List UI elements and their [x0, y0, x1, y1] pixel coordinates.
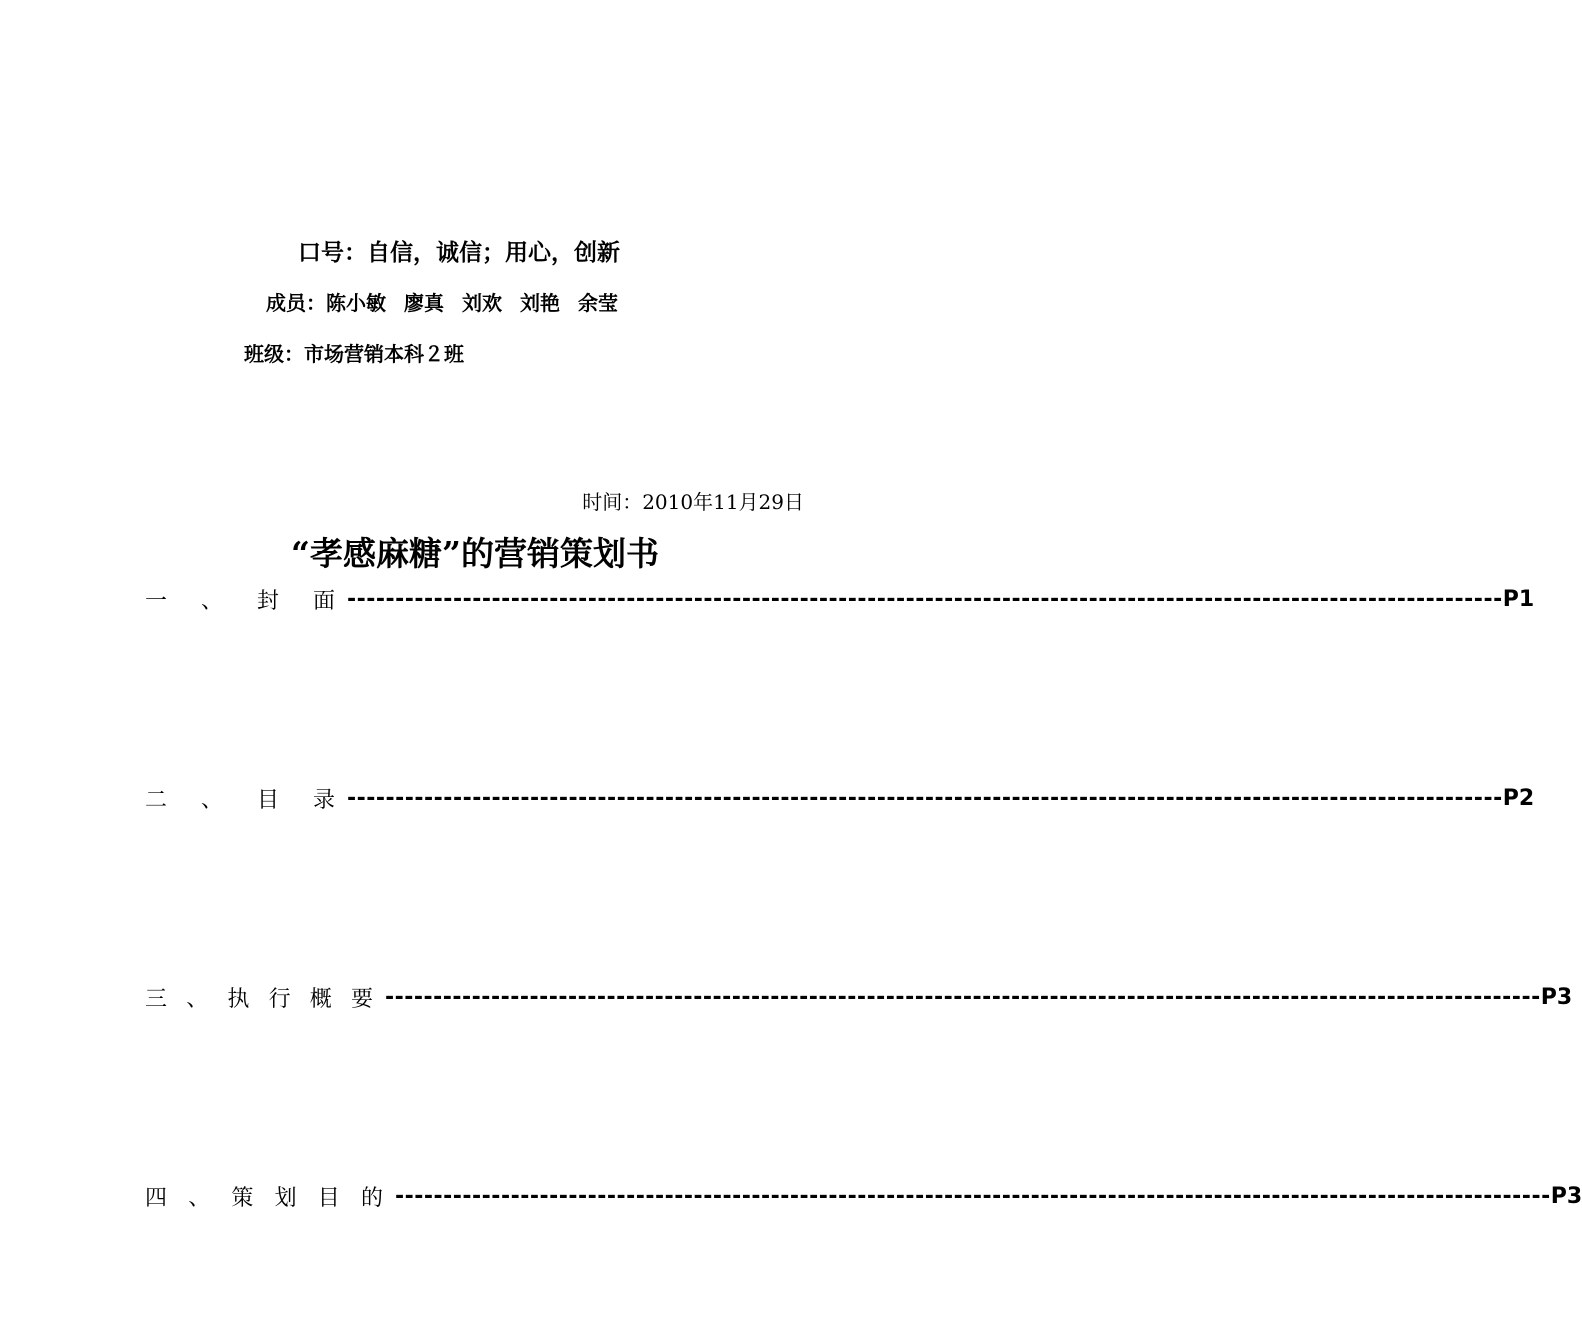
toc-label-char: 的	[360, 1185, 383, 1211]
document-title: “孝感麻糖”的营销策划书	[291, 534, 659, 573]
member-name: 余莹	[578, 291, 618, 315]
toc-label-char: 三	[145, 986, 168, 1012]
toc-page-number: P3	[1550, 1183, 1582, 1209]
toc-leader: ------------------------------------------------------------------------------------------------------------------------	[347, 785, 1503, 811]
toc-label-char: 策	[231, 1185, 254, 1211]
toc-leader: ------------------------------------------------------------------------------------------------------------------------	[347, 586, 1503, 612]
toc-row	[145, 1181, 1582, 1211]
toc-row	[145, 584, 1535, 614]
member-name: 刘艳	[520, 291, 560, 315]
toc-row	[145, 783, 1535, 813]
toc-label-char: 四	[145, 1185, 168, 1211]
toc-label-char: 目	[256, 787, 279, 813]
toc-page-number: P2	[1502, 785, 1535, 811]
toc-leader: ------------------------------------------------------------------------------------------------------------------------	[385, 984, 1541, 1010]
toc-label-char: 、	[186, 986, 209, 1012]
member-name: 陈小敏	[326, 291, 386, 315]
toc-label	[145, 584, 335, 615]
toc-page-number: P3	[1540, 984, 1573, 1010]
toc-label-char: 要	[350, 986, 373, 1012]
toc-label	[145, 1181, 383, 1212]
members-line	[266, 287, 618, 316]
class-info: 班级：市场营销本科２班	[244, 342, 464, 366]
toc-leader: ------------------------------------------------------------------------------------------------------------------------	[395, 1183, 1551, 1209]
toc-label-char: 概	[309, 986, 332, 1012]
toc-label	[145, 783, 335, 814]
member-name: 廖真	[404, 291, 444, 315]
toc-label-char: 、	[200, 588, 223, 614]
toc-label-char: 一	[145, 588, 168, 614]
toc-label-char: 划	[274, 1185, 297, 1211]
date: 时间：2010年11月29日	[582, 490, 804, 514]
member-name: 刘欢	[462, 291, 502, 315]
toc-label-char: 行	[268, 986, 291, 1012]
toc-label-char: 封	[256, 588, 279, 614]
toc-page-number: P1	[1502, 586, 1535, 612]
toc-label-char: 二	[145, 787, 168, 813]
toc-label-char: 目	[317, 1185, 340, 1211]
toc-label-char: 面	[312, 588, 335, 614]
toc-label-char: 、	[200, 787, 223, 813]
slogan: 口号：自信，诚信；用心，创新	[298, 240, 620, 266]
toc-row	[145, 982, 1573, 1012]
toc-label-char: 录	[312, 787, 335, 813]
toc-label-char: 执	[227, 986, 250, 1012]
members-prefix: 成员：	[266, 291, 326, 315]
toc-label-char: 、	[188, 1185, 211, 1211]
toc-label	[145, 982, 373, 1013]
